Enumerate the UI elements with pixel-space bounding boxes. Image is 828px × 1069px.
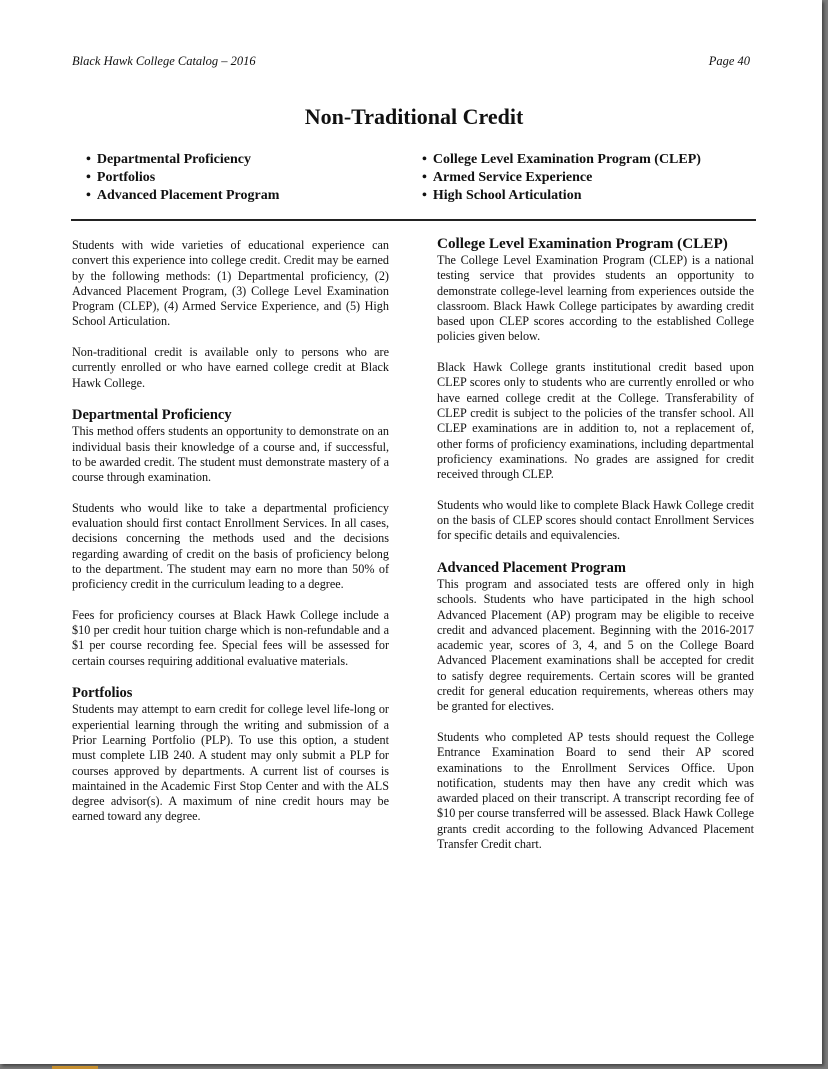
advanced-placement-heading: Advanced Placement Program bbox=[437, 559, 626, 576]
portfolios-heading: Portfolios bbox=[72, 685, 133, 702]
departmental-proficiency-heading: Departmental Proficiency bbox=[72, 407, 232, 424]
ap-paragraph: This program and associated tests are offered only in high schools. Students who have participated in the high school Advanced Placement (AP) program may be eligible to receive credit and advanced placement. Beginning with the 2016-2017 academic year, scores of 3, 4, and 5 on the College Board Advanced Placement examinations shall be accepted for credit to satisfy degree requirements. Certain scores will be granted credit for general education requirements, whereas others may be granted for electives. bbox=[437, 576, 754, 714]
ap-request-paragraph: Students who completed AP tests should request the College Entrance Examination Board to send their AP scored examinations to the Enrollment Services Office. Upon notification, students may then have any credit which was awarded placed on their transcript. A transcript recording fee of $10 per course transferred will be assessed. Black Hawk College grants credit according to the following Advanced Placement Transfer Credit chart. bbox=[437, 729, 754, 851]
page-title: Non-Traditional Credit bbox=[304, 104, 524, 129]
page-number: Page 40 bbox=[708, 54, 750, 68]
intro-paragraph: Students with wide varieties of educational experience can convert this experience into college credit. Credit may be earned by the following methods: (1) Departmental proficiency, (2) Advanced Placement Program, (3) College Level Examination Program (CLEP), (4) Armed Service Experience, and (5) High School Articulation. bbox=[72, 238, 389, 329]
topic-item: • Advanced Placement Program bbox=[86, 187, 279, 205]
proficiency-evaluation-paragraph: Students who would like to take a departmental proficiency evaluation should first contact Enrollment Services. In all cases, decisions concerning the methods used and the decisions regarding awarding of credit on the basis of proficiency belong to the department. The student may earn no more than 50% of proficiency credit in the curriculum leading to a degree. bbox=[72, 500, 389, 592]
topic-item: • High School Articulation bbox=[422, 187, 701, 205]
clep-credit-paragraph: Black Hawk College grants institutional credit based upon CLEP scores only to students who are currently enrolled or who have earned college credit at the College. Transferability of CLEP credit is subject to the policies of the transfer school. All CLEP examinations are in addition to, not a replacement of, other forms of proficiency examinations, including departmental proficiency examinations. No grades are assigned for credit received through CLEP. bbox=[437, 360, 754, 482]
topic-item: • Portfolios bbox=[86, 169, 279, 187]
portfolios-paragraph: Students may attempt to earn credit for college level life-long or experiential learning through the writing and submission of a Prior Learning Portfolio (PLP). To use this option, a student must complete LIB 240. A student may only submit a PLP for courses approved by departments. A current list of courses is maintained in the Academic First Stop Center and with the ALS degree advisor(s). A maximum of nine credit hours may be earned toward any degree. bbox=[72, 702, 389, 824]
eligibility-paragraph: Non-traditional credit is available only to persons who are currently enrolled or who have earned college credit at Black Hawk College. bbox=[72, 345, 389, 390]
section-divider bbox=[71, 219, 756, 221]
topic-item: • Departmental Proficiency bbox=[86, 151, 279, 169]
clep-contact-paragraph: Students who would like to complete Black Hawk College credit on the basis of CLEP scores should contact Enrollment Services for specific details and equivalencies. bbox=[437, 497, 754, 543]
right-column bbox=[437, 235, 754, 868]
clep-paragraph: The College Level Examination Program (CLEP) is a national testing service that provides students an opportunity to demonstrate college-level learning from experiences outside the classroom. Black Hawk College participates by awarding credit based upon CLEP scores according to the established College policies given below. bbox=[437, 253, 754, 344]
topic-list-right bbox=[422, 151, 701, 205]
catalog-title: Black Hawk College Catalog – 2016 bbox=[72, 54, 256, 68]
topic-list-left bbox=[86, 151, 279, 205]
topic-item: • College Level Examination Program (CLEP) bbox=[422, 151, 701, 169]
topic-item: • Armed Service Experience bbox=[422, 169, 701, 187]
proficiency-paragraph: This method offers students an opportunity to demonstrate on an individual basis their knowledge of a course and, if successful, to be awarded credit. The student must demonstrate mastery of a course through examination. bbox=[72, 424, 389, 485]
clep-heading: College Level Examination Program (CLEP) bbox=[437, 235, 728, 252]
proficiency-fees-paragraph: Fees for proficiency courses at Black Hawk College include a $10 per credit hour tuition charge which is non-refundable and a $1 per course recording fee. Special fees will be assessed for certain courses requiring additional evaluative materials. bbox=[72, 607, 389, 668]
left-column bbox=[72, 238, 389, 840]
